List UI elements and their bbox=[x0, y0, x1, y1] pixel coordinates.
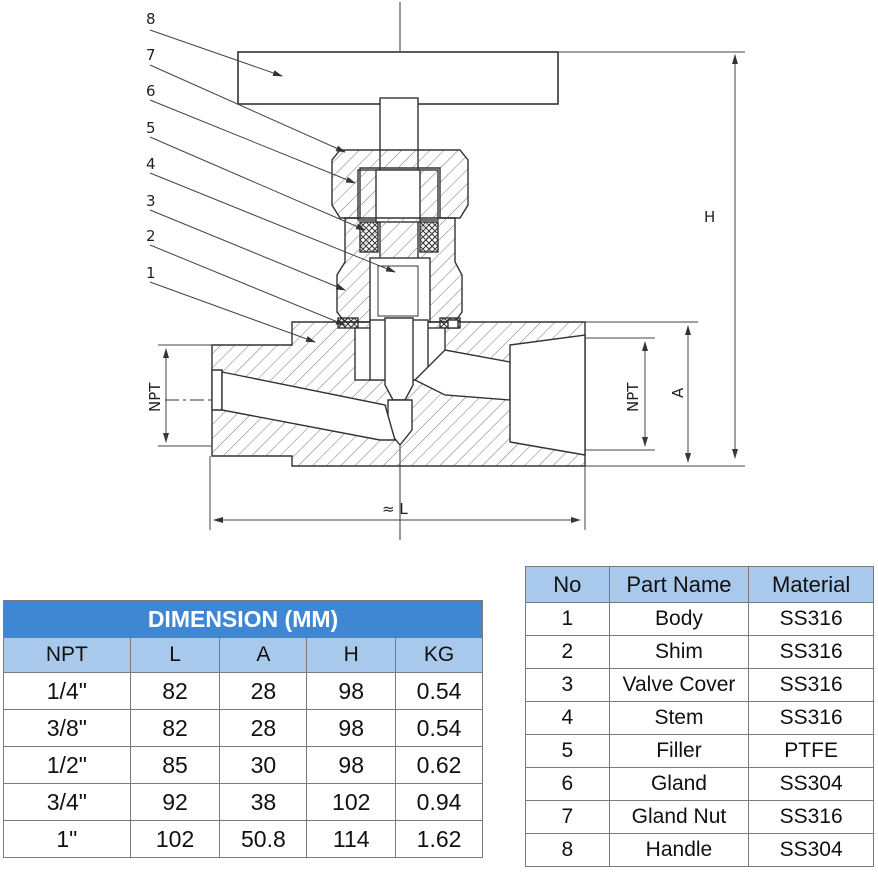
dimension-npt-left-label: NPT bbox=[146, 382, 164, 412]
table-cell: 1/2" bbox=[4, 747, 131, 784]
table-cell: 92 bbox=[130, 784, 220, 821]
table-cell: 1 bbox=[526, 603, 610, 636]
table-cell: 8 bbox=[526, 834, 610, 867]
header-cell: Material bbox=[749, 567, 874, 603]
dimension-npt-right-label: NPT bbox=[624, 382, 642, 412]
table-row bbox=[526, 702, 874, 735]
table-cell: 1" bbox=[4, 821, 131, 858]
table-cell: 3/4" bbox=[4, 784, 131, 821]
table-cell: PTFE bbox=[749, 735, 874, 768]
table-cell: 85 bbox=[130, 747, 220, 784]
table-cell: Body bbox=[609, 603, 749, 636]
table-row bbox=[4, 710, 483, 747]
dimension-table bbox=[3, 600, 483, 858]
handle-part bbox=[238, 52, 558, 104]
table-cell: Filler bbox=[609, 735, 749, 768]
callout-2: 2 bbox=[146, 227, 156, 245]
table-row bbox=[4, 673, 483, 710]
table-row bbox=[4, 784, 483, 821]
callout-4: 4 bbox=[146, 155, 156, 173]
table-cell: Valve Cover bbox=[609, 669, 749, 702]
table-cell: 98 bbox=[307, 673, 396, 710]
table-row bbox=[526, 735, 874, 768]
table-cell: SS304 bbox=[749, 768, 874, 801]
table-cell: 102 bbox=[307, 784, 396, 821]
table-cell: Gland bbox=[609, 768, 749, 801]
table-cell: SS316 bbox=[749, 636, 874, 669]
table-cell: 4 bbox=[526, 702, 610, 735]
callout-1: 1 bbox=[146, 264, 156, 282]
table-cell: 98 bbox=[307, 710, 396, 747]
header-cell: NPT bbox=[4, 638, 131, 673]
table-cell: 28 bbox=[220, 710, 307, 747]
header-cell: A bbox=[220, 638, 307, 673]
table-cell: SS316 bbox=[749, 801, 874, 834]
table-row bbox=[526, 603, 874, 636]
table-cell: 1.62 bbox=[396, 821, 483, 858]
table-row bbox=[526, 834, 874, 867]
table-cell: SS316 bbox=[749, 603, 874, 636]
table-cell: 0.62 bbox=[396, 747, 483, 784]
parts-table-header bbox=[526, 567, 874, 603]
table-cell: Stem bbox=[609, 702, 749, 735]
callout-6: 6 bbox=[146, 82, 156, 100]
dimension-h-label: H bbox=[704, 208, 716, 226]
table-cell: 38 bbox=[220, 784, 307, 821]
table-cell: 50.8 bbox=[220, 821, 307, 858]
table-cell: 30 bbox=[220, 747, 307, 784]
table-row bbox=[526, 669, 874, 702]
header-cell: H bbox=[307, 638, 396, 673]
table-cell: 102 bbox=[130, 821, 220, 858]
table-row bbox=[4, 821, 483, 858]
callout-7: 7 bbox=[146, 46, 156, 64]
parts-table bbox=[525, 566, 874, 867]
callout-5: 5 bbox=[146, 119, 156, 137]
callout-8: 8 bbox=[146, 10, 156, 28]
table-cell: 98 bbox=[307, 747, 396, 784]
table-cell: SS304 bbox=[749, 834, 874, 867]
table-cell: 82 bbox=[130, 673, 220, 710]
table-cell: 82 bbox=[130, 710, 220, 747]
dimension-a-label: A bbox=[669, 387, 687, 398]
table-cell: 7 bbox=[526, 801, 610, 834]
table-cell: 0.54 bbox=[396, 710, 483, 747]
table-cell: 28 bbox=[220, 673, 307, 710]
table-row bbox=[526, 768, 874, 801]
header-cell: Part Name bbox=[609, 567, 749, 603]
table-row bbox=[526, 636, 874, 669]
table-cell: Gland Nut bbox=[609, 801, 749, 834]
header-cell: KG bbox=[396, 638, 483, 673]
table-cell: 6 bbox=[526, 768, 610, 801]
header-cell: L bbox=[130, 638, 220, 673]
table-cell: 114 bbox=[307, 821, 396, 858]
table-cell: SS316 bbox=[749, 702, 874, 735]
table-cell: SS316 bbox=[749, 669, 874, 702]
table-cell: 0.54 bbox=[396, 673, 483, 710]
table-row bbox=[4, 747, 483, 784]
header-cell: No bbox=[526, 567, 610, 603]
table-cell: Handle bbox=[609, 834, 749, 867]
callout-3: 3 bbox=[146, 192, 156, 210]
table-cell: 2 bbox=[526, 636, 610, 669]
table-row bbox=[526, 801, 874, 834]
table-cell: 5 bbox=[526, 735, 610, 768]
table-cell: 0.94 bbox=[396, 784, 483, 821]
dimension-l-label: ≈ L bbox=[382, 500, 408, 518]
table-cell: 3/8" bbox=[4, 710, 131, 747]
table-cell: 1/4" bbox=[4, 673, 131, 710]
dimension-table-title: DIMENSION (MM) bbox=[4, 601, 483, 638]
dimension-table-header bbox=[4, 638, 483, 673]
table-cell: Shim bbox=[609, 636, 749, 669]
table-cell: 3 bbox=[526, 669, 610, 702]
